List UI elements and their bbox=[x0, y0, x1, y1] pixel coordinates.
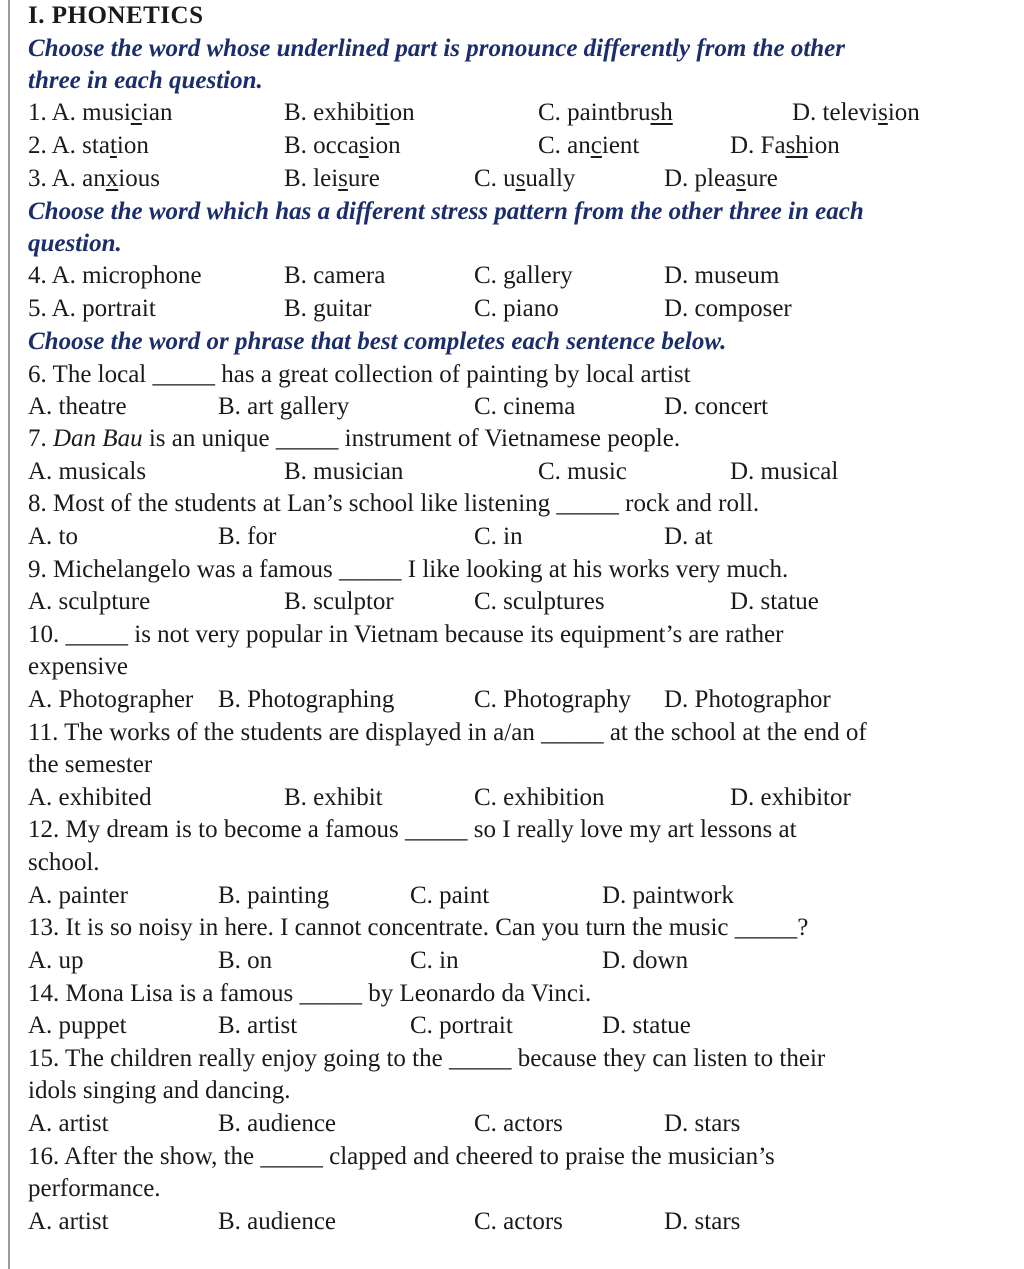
q3-b-pre: B. lei bbox=[284, 165, 339, 192]
q15-stem-line2: idols singing and dancing. bbox=[28, 1077, 291, 1104]
left-border bbox=[8, 0, 10, 1269]
q3-c-post: ually bbox=[525, 165, 576, 192]
q10-option-d: D. Photographor bbox=[664, 686, 831, 713]
q8-stem: 8. Most of the students at Lan’s school like listening _____ rock and roll. bbox=[28, 490, 760, 517]
q3-a-post: ious bbox=[118, 165, 160, 192]
q5-option-a: 5. A. portrait bbox=[28, 295, 156, 322]
q13-option-a: A. up bbox=[28, 947, 84, 974]
q9-stem: 9. Michelangelo was a famous _____ I like looking at his works very much. bbox=[28, 556, 789, 583]
q4-option-a: 4. A. microphone bbox=[28, 262, 202, 289]
q16-stem-line2: performance. bbox=[28, 1175, 161, 1202]
q14-stem: 14. Mona Lisa is a famous _____ by Leonardo da Vinci. bbox=[28, 980, 592, 1007]
q3-b-underlined: s bbox=[338, 165, 348, 192]
q8-option-b: B. for bbox=[218, 523, 277, 550]
q10-option-b: B. Photographing bbox=[218, 686, 395, 713]
q2-d-pre: D. Fa bbox=[730, 132, 786, 159]
q1-a-underlined: c bbox=[130, 99, 142, 126]
q16-option-b: B. audience bbox=[218, 1208, 337, 1235]
q3-option-d bbox=[664, 164, 778, 194]
instruction-phonetics-2: three in each question. bbox=[28, 67, 263, 94]
section-title: I. PHONETICS bbox=[28, 2, 204, 29]
q1-d-pre: D. televi bbox=[792, 99, 879, 126]
q10-option-a: A. Photographer bbox=[28, 686, 194, 713]
q2-a-pre: 2. A. sta bbox=[28, 132, 110, 159]
q12-option-a: A. painter bbox=[28, 882, 128, 909]
q7-stem-italic: Dan Bau bbox=[53, 425, 143, 452]
q11-stem-line2: the semester bbox=[28, 751, 153, 778]
q10-option-c: C. Photography bbox=[474, 686, 631, 713]
q11-option-d: D. exhibitor bbox=[730, 784, 851, 811]
q6-option-b: B. art gallery bbox=[218, 393, 350, 420]
q2-d-post: ion bbox=[807, 132, 840, 159]
q2-option-a bbox=[28, 131, 149, 161]
q10-stem-line1: 10. _____ is not very popular in Vietnam because its equipment’s are rather bbox=[28, 621, 784, 648]
q1-b-underlined: ti bbox=[375, 99, 390, 126]
q2-b-underlined: s bbox=[358, 132, 369, 159]
q1-a-post: ian bbox=[141, 99, 173, 126]
q3-c-pre: C. u bbox=[474, 165, 516, 192]
q1-option-a bbox=[28, 98, 172, 128]
q6-option-d: D. concert bbox=[664, 393, 769, 420]
q5-option-d: D. composer bbox=[664, 295, 792, 322]
q5-option-c: C. piano bbox=[474, 295, 559, 322]
q2-c-underlined: c bbox=[590, 132, 602, 159]
q2-c-post: ient bbox=[601, 132, 640, 159]
q1-option-d bbox=[792, 98, 920, 128]
q6-stem: 6. The local _____ has a great collection of painting by local artist bbox=[28, 361, 691, 388]
q8-option-a: A. to bbox=[28, 523, 78, 550]
q3-a-pre: 3. A. an bbox=[28, 165, 106, 192]
q3-d-pre: D. plea bbox=[664, 165, 737, 192]
q14-option-a: A. puppet bbox=[28, 1012, 127, 1039]
q14-option-d: D. statue bbox=[602, 1012, 691, 1039]
q4-option-c: C. gallery bbox=[474, 262, 573, 289]
instruction-complete: Choose the word or phrase that best completes each sentence below. bbox=[28, 328, 727, 355]
q2-a-underlined: t bbox=[109, 132, 117, 159]
q8-option-c: C. in bbox=[474, 523, 523, 550]
q16-option-c: C. actors bbox=[474, 1208, 563, 1235]
q1-c-pre: C. paintbru bbox=[538, 99, 651, 126]
q1-option-b bbox=[284, 98, 415, 128]
q7-option-d: D. musical bbox=[730, 458, 839, 485]
q11-stem-line1: 11. The works of the students are displayed in a/an _____ at the school at the end of bbox=[28, 719, 867, 746]
q11-option-c: C. exhibition bbox=[474, 784, 605, 811]
q7-stem-pre: 7. bbox=[28, 425, 53, 452]
q1-d-post: ion bbox=[887, 99, 920, 126]
q1-a-pre: 1. A. musi bbox=[28, 99, 131, 126]
q6-option-c: C. cinema bbox=[474, 393, 576, 420]
instruction-phonetics-1: Choose the word whose underlined part is pronounce differently from the other bbox=[28, 35, 845, 62]
q3-option-a bbox=[28, 164, 160, 194]
q3-c-underlined: s bbox=[515, 165, 526, 192]
q9-option-c: C. sculptures bbox=[474, 588, 605, 615]
q12-option-b: B. painting bbox=[218, 882, 330, 909]
q12-option-d: D. paintwork bbox=[602, 882, 734, 909]
q7-stem bbox=[28, 424, 680, 454]
q15-stem-line1: 15. The children really enjoy going to the _____ because they can listen to their bbox=[28, 1045, 826, 1072]
q8-option-d: D. at bbox=[664, 523, 713, 550]
q5-option-b: B. guitar bbox=[284, 295, 372, 322]
q2-b-pre: B. occa bbox=[284, 132, 359, 159]
q3-option-c bbox=[474, 164, 575, 194]
q14-option-c: C. portrait bbox=[410, 1012, 513, 1039]
q4-option-d: D. museum bbox=[664, 262, 780, 289]
instruction-stress-2: question. bbox=[28, 230, 122, 257]
q1-c-underlined: sh bbox=[650, 99, 673, 126]
q3-d-post: ure bbox=[745, 165, 778, 192]
q15-option-c: C. actors bbox=[474, 1110, 563, 1137]
q1-option-c bbox=[538, 98, 673, 128]
q11-option-b: B. exhibit bbox=[284, 784, 383, 811]
q14-option-b: B. artist bbox=[218, 1012, 298, 1039]
instruction-stress-1: Choose the word which has a different stress pattern from the other three in each bbox=[28, 198, 864, 225]
q3-a-underlined: x bbox=[105, 165, 119, 192]
q4-option-b: B. camera bbox=[284, 262, 386, 289]
q11-option-a: A. exhibited bbox=[28, 784, 152, 811]
q9-option-d: D. statue bbox=[730, 588, 819, 615]
q1-b-pre: B. exhibi bbox=[284, 99, 376, 126]
q16-option-d: D. stars bbox=[664, 1208, 741, 1235]
q2-option-c bbox=[538, 131, 639, 161]
q12-option-c: C. paint bbox=[410, 882, 490, 909]
q6-option-a: A. theatre bbox=[28, 393, 127, 420]
q13-option-d: D. down bbox=[602, 947, 689, 974]
q13-option-c: C. in bbox=[410, 947, 459, 974]
q2-b-post: ion bbox=[368, 132, 401, 159]
q1-d-underlined: s bbox=[878, 99, 888, 126]
q15-option-a: A. artist bbox=[28, 1110, 109, 1137]
q3-b-post: ure bbox=[347, 165, 380, 192]
q7-option-a: A. musicals bbox=[28, 458, 147, 485]
q2-a-post: ion bbox=[116, 132, 149, 159]
q3-d-underlined: s bbox=[736, 165, 746, 192]
q7-stem-post: is an unique _____ instrument of Vietnamese people. bbox=[142, 425, 681, 452]
q15-option-b: B. audience bbox=[218, 1110, 337, 1137]
q9-option-a: A. sculpture bbox=[28, 588, 151, 615]
q16-option-a: A. artist bbox=[28, 1208, 109, 1235]
q7-option-b: B. musician bbox=[284, 458, 404, 485]
q2-c-pre: C. an bbox=[538, 132, 591, 159]
q13-stem: 13. It is so noisy in here. I cannot concentrate. Can you turn the music _____? bbox=[28, 914, 809, 941]
q2-option-b bbox=[284, 131, 401, 161]
q10-stem-line2: expensive bbox=[28, 653, 128, 680]
q15-option-d: D. stars bbox=[664, 1110, 741, 1137]
q9-option-b: B. sculptor bbox=[284, 588, 394, 615]
q7-option-c: C. music bbox=[538, 458, 627, 485]
q13-option-b: B. on bbox=[218, 947, 273, 974]
q12-stem-line2: school. bbox=[28, 849, 100, 876]
q1-b-post: on bbox=[389, 99, 415, 126]
q2-option-d bbox=[730, 131, 840, 161]
q12-stem-line1: 12. My dream is to become a famous _____ so I really love my art lessons at bbox=[28, 816, 797, 843]
q16-stem-line1: 16. After the show, the _____ clapped and cheered to praise the musician’s bbox=[28, 1143, 775, 1170]
q3-option-b bbox=[284, 164, 380, 194]
q2-d-underlined: sh bbox=[785, 132, 808, 159]
